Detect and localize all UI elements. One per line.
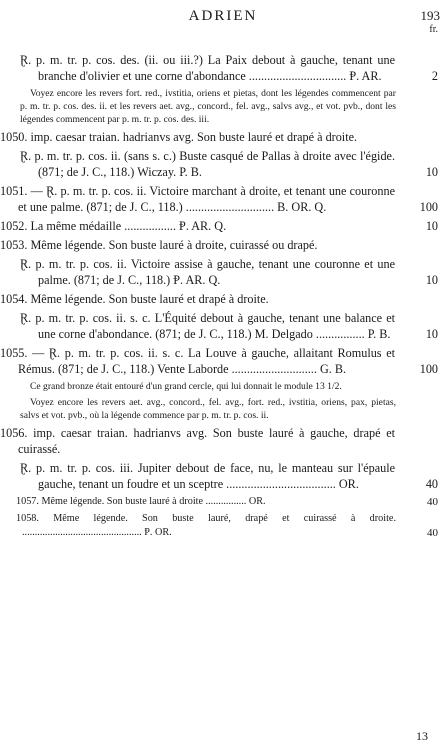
catalogue-entry xyxy=(0,495,446,509)
catalogue-entry xyxy=(0,380,446,393)
entry-text: 1052. La même médaille ................. Ᵽ. AR. Q. xyxy=(0,219,227,233)
catalogue-entry xyxy=(0,183,446,215)
entry-text: 1055. — Ɽ. p. m. tr. p. cos. ii. s. c. La Louve à gauche, allaitant Romulus et Rémus. (871; de J. C., 118.) Vente Laborde ............................ G. B. xyxy=(0,346,395,376)
catalogue-entries xyxy=(0,52,446,543)
catalogue-entry xyxy=(0,310,446,342)
catalogue-entry xyxy=(0,87,446,126)
entry-value: 10 xyxy=(425,165,438,179)
entry-value: 100 xyxy=(419,200,438,214)
entry-text: Ɽ. p. m. tr. p. cos. ii. Victoire assise à gauche, tenant une couronne et une palme. (871; de J. C., 118.) Ᵽ. AR. Q. xyxy=(20,257,395,287)
entry-text: Ce grand bronze était entouré d'un grand cercle, qui lui donnait le module 13 1/2. xyxy=(30,381,342,392)
entry-text: Voyez encore les revers fort. red., ivstitia, oriens et pietas, dont les légendes commencent par p. m. tr. p. cos. des. ii. et les revers aet. avg., concord., fel. avg., salvs avg., et vot. pvb., dont les légendes commencent par p. m. tr. p. cos. des. iii. xyxy=(20,88,396,125)
entry-value: 40 xyxy=(427,527,438,539)
entry-value: 10 xyxy=(425,219,438,233)
catalogue-entry xyxy=(0,425,446,457)
unit-label: fr. xyxy=(429,24,438,35)
catalogue-entry xyxy=(0,396,446,422)
entry-text: Ɽ. p. m. tr. p. cos. ii. s. c. L'Équité debout à gauche, tenant une balance et une corne d'abondance. (871; de J. C., 118.) M. Delgado ................ P. B. xyxy=(20,311,395,341)
entry-text: Voyez encore les revers aet. avg., concord., fel. avg., fort. red., ivstitia, oriens, pax, pietas, salvs et vot. pvb., où la légende commence par p. m. tr. p. cos. ii. xyxy=(20,397,396,421)
catalogue-entry xyxy=(0,345,446,377)
entry-text: 1053. Même légende. Son buste lauré à droite, cuirassé ou drapé. xyxy=(0,238,318,252)
entry-value: 10 xyxy=(425,327,438,341)
entry-value: 10 xyxy=(425,273,438,287)
catalogue-entry xyxy=(0,256,446,288)
entry-text: 1056. imp. caesar traian. hadrianvs avg. Son buste lauré à gauche, drapé et cuirassé. xyxy=(0,426,395,456)
signature-mark: 13 xyxy=(416,729,428,743)
entry-text: 1050. imp. caesar traian. hadrianvs avg. Son buste lauré et drapé à droite. xyxy=(0,130,358,144)
entry-text: 1058. Même légende. Son buste lauré, drapé et cuirassé à droite. ............................................... Ᵽ. OR. xyxy=(16,513,396,538)
catalogue-entry xyxy=(0,218,446,234)
catalogue-entry xyxy=(0,237,446,253)
entry-value: 100 xyxy=(419,362,438,376)
catalogue-entry xyxy=(0,460,446,492)
entry-value: 40 xyxy=(427,496,438,508)
entry-text: 1051. — Ɽ. p. m. tr. p. cos. ii. Victoire marchant à droite, et tenant une couronne et une palme. (871; de J. C., 118.) ............................. B. OR. Q. xyxy=(0,184,395,214)
running-title: ADRIEN xyxy=(188,8,258,24)
entry-text: Ɽ. p. m. tr. p. cos. ii. (sans s. c.) Buste casqué de Pallas à droite avec l'égide. (871; de J. C., 118.) Wiczay. P. B. xyxy=(20,149,395,179)
entry-text: Ɽ. p. m. tr. p. cos. iii. Jupiter debout de face, nu, le manteau sur l'épaule gauche, tenant un foudre et un sceptre .................................... OR. xyxy=(20,461,395,491)
page-number: 193 xyxy=(420,8,440,23)
catalogue-entry xyxy=(0,148,446,180)
entry-text: Ɽ. p. m. tr. p. cos. des. (ii. ou iii.?) La Paix debout à gauche, tenant une branche d'olivier et une corne d'abondance ................................ Ᵽ. AR. xyxy=(20,53,395,83)
entry-value: 2 xyxy=(431,69,438,83)
catalogue-entry xyxy=(0,291,446,307)
entry-text: 1057. Même légende. Son buste lauré à droite ................ OR. xyxy=(16,496,266,507)
entry-value: 40 xyxy=(425,477,438,491)
entry-text: 1054. Même légende. Son buste lauré et drapé à droite. xyxy=(0,292,269,306)
catalogue-entry xyxy=(0,129,446,145)
catalogue-entry xyxy=(0,52,446,84)
catalogue-entry xyxy=(0,512,446,540)
